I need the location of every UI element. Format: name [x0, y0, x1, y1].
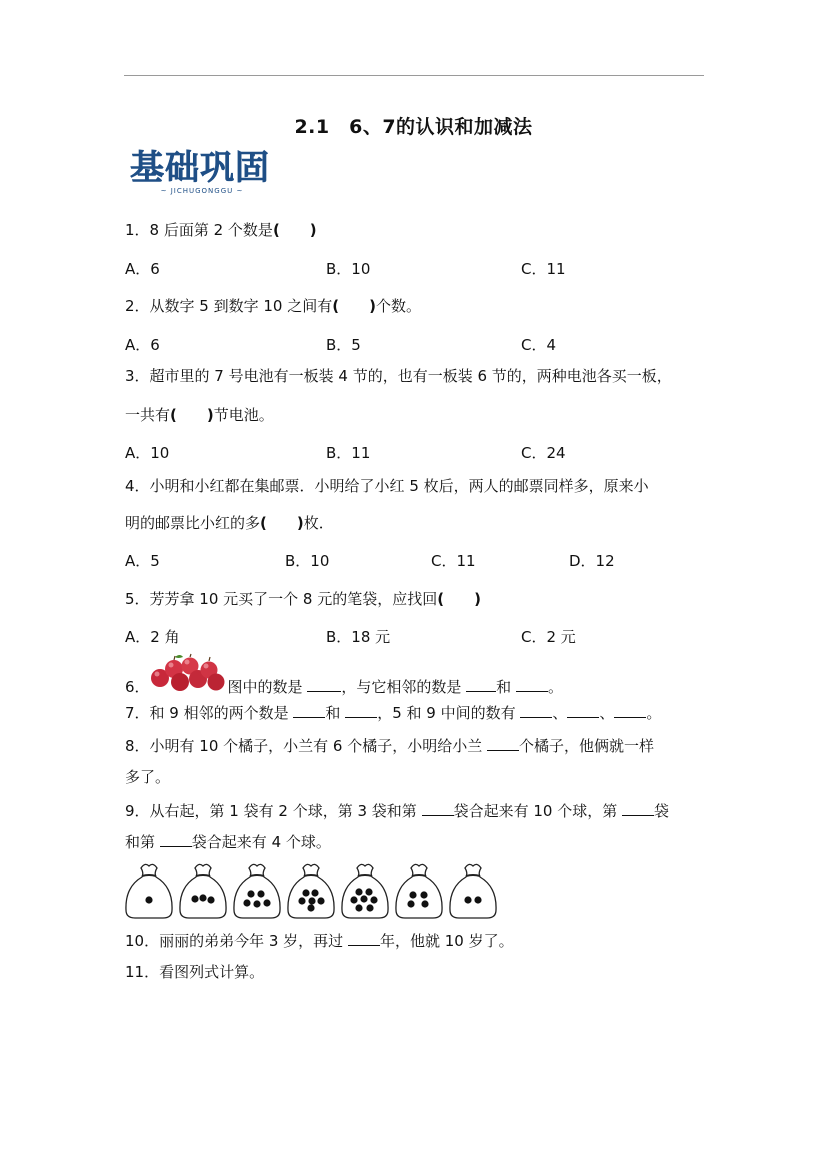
answer-paren: ( )	[272, 221, 317, 239]
answer-blank[interactable]	[348, 931, 380, 946]
ball	[365, 888, 372, 895]
question-5: 5．芳芳拿 10 元买了一个 8 元的笔袋，应找回( )	[125, 590, 481, 608]
page-title: 2.1 6、7的认识和加减法	[294, 116, 533, 138]
ball	[247, 890, 254, 897]
bag-icon	[450, 864, 496, 918]
q3-option-a: A．10	[125, 444, 170, 462]
question-1: 1．8 后面第 2 个数是( )	[125, 221, 317, 239]
ball	[421, 900, 428, 907]
q5-option-c: C．2 元	[521, 628, 576, 646]
badge-main: 基础巩固	[130, 148, 270, 188]
bag-icon	[234, 864, 280, 918]
ball	[355, 888, 362, 895]
ball	[298, 897, 305, 904]
answer-blank[interactable]	[567, 703, 599, 718]
q5-option-a: A．2 角	[125, 628, 180, 646]
question-4-line-2: 明的邮票比小红的多( )枚．	[125, 514, 334, 532]
apples-image	[146, 653, 228, 693]
question-10: 10．丽丽的弟弟今年 3 岁，再过 年，他就 10 岁了。	[125, 932, 514, 950]
answer-paren: ( )	[260, 514, 304, 532]
question-8-line-2: 多了。	[125, 768, 171, 786]
ball	[145, 896, 152, 903]
answer-blank[interactable]	[516, 677, 548, 692]
ball-bags-image	[124, 858, 500, 922]
q4-option-b: B．10	[285, 552, 330, 570]
answer-blank[interactable]	[345, 703, 377, 718]
q2-option-c: C．4	[521, 336, 557, 354]
question-8-line-1: 8．小明有 10 个橘子，小兰有 6 个橘子，小明给小兰 个橘子，他俩就一样	[125, 737, 655, 755]
section-badge-subtitle: ~ JICHUGONGGU ~	[160, 187, 244, 195]
answer-blank[interactable]	[160, 832, 192, 847]
ball	[407, 900, 414, 907]
ball	[409, 891, 416, 898]
question-6: 6． 图中的数是 ，与它相邻的数是 和 。	[125, 678, 563, 696]
ball	[355, 904, 362, 911]
q4-option-c: C．11	[431, 552, 476, 570]
answer-paren: ( )	[170, 406, 214, 424]
ball	[311, 889, 318, 896]
bag-icon	[342, 864, 388, 918]
ball	[191, 895, 198, 902]
answer-blank[interactable]	[307, 677, 341, 692]
question-2: 2．从数字 5 到数字 10 之间有( )个数。	[125, 297, 421, 315]
answer-blank[interactable]	[466, 677, 496, 692]
ball	[464, 896, 471, 903]
answer-paren: ( )	[437, 590, 481, 608]
question-9-line-2: 和第 袋合起来有 4 个球。	[125, 833, 331, 851]
q1-option-a: A．6	[125, 260, 160, 278]
answer-paren: ( )	[332, 297, 376, 315]
section-badge	[130, 148, 274, 196]
question-11: 11．看图列式计算。	[125, 963, 265, 981]
bag-icon	[180, 864, 226, 918]
ball	[207, 896, 214, 903]
question-3-line-1: 3．超市里的 7 号电池有一板装 4 节的，也有一板装 6 节的，两种电池各买一板，	[125, 367, 672, 385]
ball	[199, 894, 206, 901]
ball	[360, 895, 367, 902]
section-badge-text	[130, 150, 270, 186]
q1-option-c: C．11	[521, 260, 566, 278]
header-rule	[124, 75, 704, 76]
ball	[350, 896, 357, 903]
answer-blank[interactable]	[487, 736, 519, 751]
q1-option-b: B．10	[326, 260, 371, 278]
answer-blank[interactable]	[422, 801, 454, 816]
q3-option-c: C．24	[521, 444, 566, 462]
ball	[366, 904, 373, 911]
ball	[257, 890, 264, 897]
bag-icon	[396, 864, 442, 918]
apple-icon	[151, 654, 225, 691]
answer-blank[interactable]	[622, 801, 654, 816]
q3-option-b: B．11	[326, 444, 371, 462]
q2-option-b: B．5	[326, 336, 361, 354]
bag-icon	[288, 864, 334, 918]
question-9-line-1: 9．从右起，第 1 袋有 2 个球，第 3 袋和第 袋合起来有 10 个球，第 袋	[125, 802, 669, 820]
q2-option-a: A．6	[125, 336, 160, 354]
q4-option-d: D．12	[569, 552, 615, 570]
question-3-line-2: 一共有( )节电池。	[125, 406, 274, 424]
q4-option-a: A．5	[125, 552, 160, 570]
ball	[370, 896, 377, 903]
question-7: 7．和 9 相邻的两个数是 和 ，5 和 9 中间的数有 、 、 。	[125, 704, 662, 722]
ball	[474, 896, 481, 903]
ball	[243, 899, 250, 906]
answer-blank[interactable]	[520, 703, 552, 718]
ball	[263, 899, 270, 906]
ball	[253, 900, 260, 907]
answer-blank[interactable]	[293, 703, 325, 718]
bag-icon	[126, 864, 172, 918]
ball	[308, 897, 315, 904]
ball	[307, 904, 314, 911]
ball	[302, 889, 309, 896]
answer-blank[interactable]	[614, 703, 646, 718]
question-4-line-1: 4．小明和小红都在集邮票．小明给了小红 5 枚后，两人的邮票同样多，原来小	[125, 477, 649, 495]
ball	[317, 897, 324, 904]
ball	[420, 891, 427, 898]
q5-option-b: B．18 元	[326, 628, 391, 646]
